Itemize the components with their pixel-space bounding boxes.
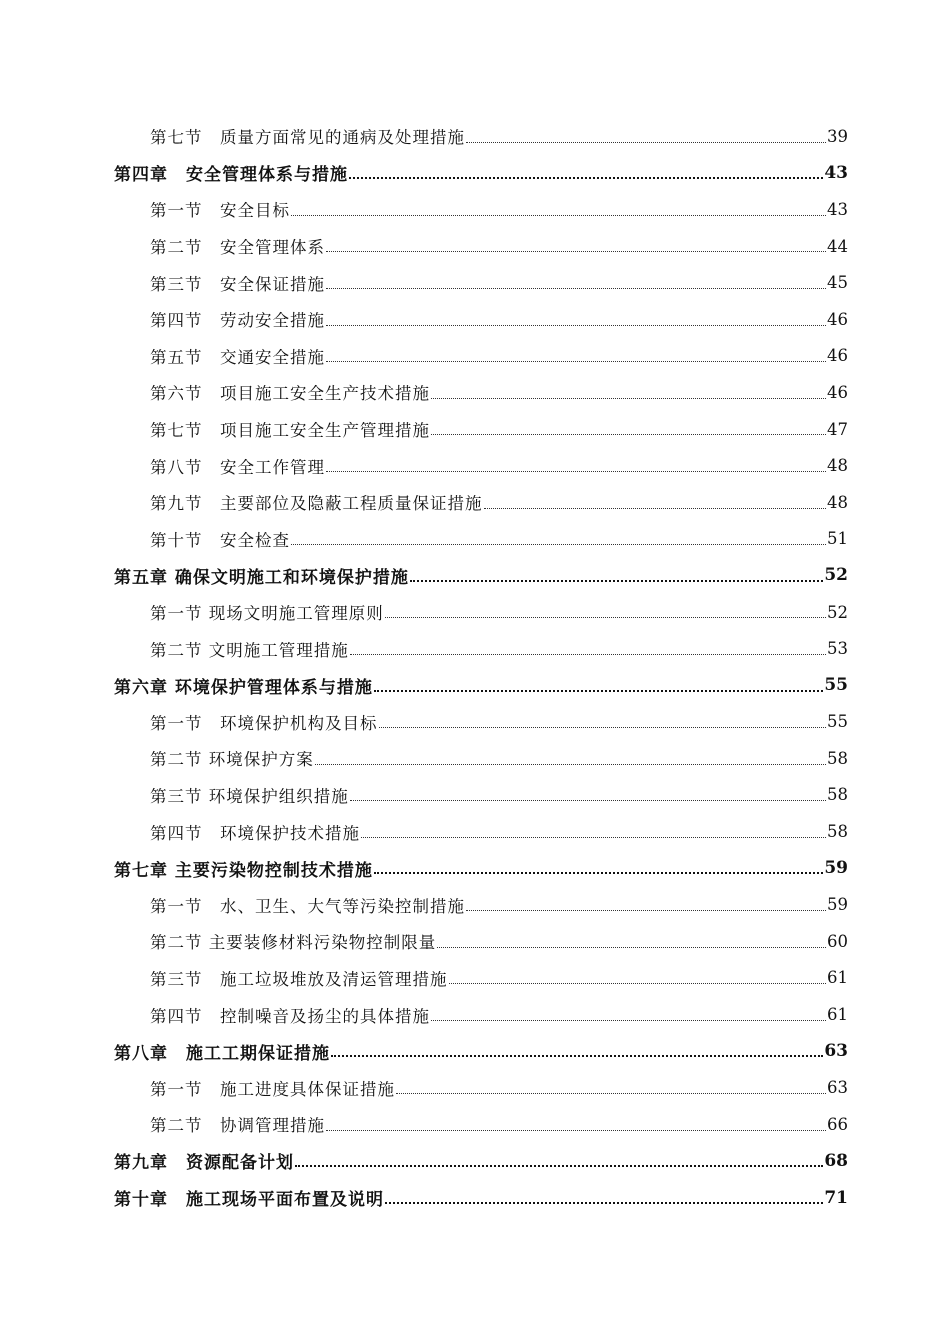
toc-section-entry[interactable] (0, 411, 950, 448)
toc-entry-title: 第十章 施工现场平面布置及说明 (114, 1190, 384, 1211)
toc-page-number: 46 (827, 382, 848, 402)
toc-page-number: 59 (824, 858, 848, 879)
toc-section-entry[interactable] (0, 191, 950, 228)
toc-page-number: 46 (827, 346, 848, 366)
toc-page-number: 51 (827, 529, 848, 549)
toc-entry-title: 第五节 交通安全措施 (150, 347, 325, 367)
toc-page-number: 45 (827, 273, 848, 293)
toc-page-number: 63 (824, 1041, 848, 1062)
toc-section-entry[interactable] (0, 1106, 950, 1143)
toc-chapter-entry[interactable] (0, 557, 950, 594)
toc-entry-title: 第二节 文明施工管理措施 (150, 640, 349, 660)
dot-leader (291, 214, 826, 216)
toc-section-entry[interactable] (0, 704, 950, 741)
toc-page-number: 61 (827, 968, 848, 988)
toc-entry-title: 第四节 控制噪音及扬尘的具体措施 (150, 1006, 430, 1026)
toc-section-entry[interactable] (0, 777, 950, 814)
dot-leader (291, 543, 826, 545)
dot-leader (350, 653, 826, 655)
table-of-contents (0, 118, 950, 1216)
toc-section-entry[interactable] (0, 886, 950, 923)
toc-section-entry[interactable] (0, 740, 950, 777)
toc-entry-title: 第三节 安全保证措施 (150, 274, 325, 294)
toc-chapter-entry[interactable] (0, 667, 950, 704)
toc-page-number: 66 (827, 1114, 848, 1134)
dot-leader (331, 1054, 823, 1057)
toc-page-number: 58 (827, 785, 848, 805)
toc-entry-title: 第九节 主要部位及隐蔽工程质量保证措施 (150, 494, 483, 514)
dot-leader (295, 1164, 823, 1167)
toc-page-number: 43 (827, 199, 848, 219)
toc-entry-title: 第一节 水、卫生、大气等污染控制措施 (150, 896, 465, 916)
toc-page-number: 59 (827, 895, 848, 915)
toc-section-entry[interactable] (0, 264, 950, 301)
dot-leader (466, 909, 826, 911)
dot-leader (326, 1129, 826, 1131)
toc-entry-title: 第六节 项目施工安全生产技术措施 (150, 384, 430, 404)
toc-section-entry[interactable] (0, 228, 950, 265)
dot-leader (350, 799, 826, 801)
dot-leader (466, 141, 826, 143)
toc-page-number: 46 (827, 309, 848, 329)
toc-entry-title: 第七章 主要污染物控制技术措施 (114, 860, 373, 881)
toc-section-entry[interactable] (0, 521, 950, 558)
toc-entry-title: 第十节 安全检查 (150, 530, 290, 550)
toc-chapter-entry[interactable] (0, 155, 950, 192)
dot-leader (484, 507, 827, 509)
dot-leader (449, 982, 827, 984)
toc-page-number: 71 (824, 1187, 848, 1208)
toc-chapter-entry[interactable] (0, 1033, 950, 1070)
toc-entry-title: 第八章 施工工期保证措施 (114, 1043, 330, 1064)
toc-page-number: 61 (827, 1005, 848, 1025)
toc-page-number: 48 (827, 456, 848, 476)
toc-chapter-entry[interactable] (0, 1179, 950, 1216)
toc-section-entry[interactable] (0, 996, 950, 1033)
toc-page-number: 55 (827, 712, 848, 732)
toc-entry-title: 第二节 环境保护方案 (150, 750, 314, 770)
toc-page-number: 52 (824, 565, 848, 586)
toc-entry-title: 第三节 施工垃圾堆放及清运管理措施 (150, 969, 448, 989)
toc-entry-title: 第六章 环境保护管理体系与措施 (114, 677, 373, 698)
toc-entry-title: 第二节 安全管理体系 (150, 238, 325, 258)
dot-leader (385, 616, 826, 618)
toc-entry-title: 第九章 资源配备计划 (114, 1153, 294, 1174)
toc-entry-title: 第五章 确保文明施工和环境保护措施 (114, 567, 409, 588)
toc-section-entry[interactable] (0, 484, 950, 521)
toc-chapter-entry[interactable] (0, 850, 950, 887)
toc-section-entry[interactable] (0, 447, 950, 484)
toc-section-entry[interactable] (0, 630, 950, 667)
dot-leader (326, 470, 826, 472)
toc-chapter-entry[interactable] (0, 1143, 950, 1180)
toc-section-entry[interactable] (0, 594, 950, 631)
toc-page-number: 47 (827, 419, 848, 439)
toc-entry-title: 第一节 现场文明施工管理原则 (150, 604, 384, 624)
toc-section-entry[interactable] (0, 813, 950, 850)
toc-page-number: 48 (827, 492, 848, 512)
toc-entry-title: 第七节 质量方面常见的通病及处理措施 (150, 128, 465, 148)
dot-leader (431, 1019, 826, 1021)
dot-leader (315, 763, 826, 765)
toc-entry-title: 第二节 协调管理措施 (150, 1116, 325, 1136)
dot-leader (361, 836, 826, 838)
toc-page-number: 44 (827, 236, 848, 256)
toc-entry-title: 第八节 安全工作管理 (150, 457, 325, 477)
toc-page-number: 63 (827, 1078, 848, 1098)
dot-leader (326, 360, 826, 362)
dot-leader (379, 726, 827, 728)
toc-entry-title: 第四节 劳动安全措施 (150, 311, 325, 331)
toc-page-number: 60 (827, 931, 848, 951)
toc-section-entry[interactable] (0, 338, 950, 375)
toc-entry-title: 第四章 安全管理体系与措施 (114, 165, 348, 186)
toc-page-number: 58 (827, 822, 848, 842)
toc-page-number: 53 (827, 639, 848, 659)
toc-section-entry[interactable] (0, 301, 950, 338)
toc-section-entry[interactable] (0, 1069, 950, 1106)
dot-leader (349, 176, 823, 179)
dot-leader (431, 433, 826, 435)
toc-entry-title: 第四节 环境保护技术措施 (150, 823, 360, 843)
toc-entry-title: 第一节 施工进度具体保证措施 (150, 1079, 395, 1099)
toc-entry-title: 第七节 项目施工安全生产管理措施 (150, 421, 430, 441)
toc-section-entry[interactable] (0, 923, 950, 960)
toc-entry-title: 第三节 环境保护组织措施 (150, 786, 349, 806)
toc-page-number: 68 (824, 1150, 848, 1171)
toc-page-number: 55 (824, 675, 848, 696)
dot-leader (431, 397, 826, 399)
toc-entry-title: 第二节 主要装修材料污染物控制限量 (150, 933, 437, 953)
toc-section-entry[interactable] (0, 960, 950, 997)
toc-page-number: 39 (827, 126, 848, 146)
dot-leader (374, 871, 823, 874)
toc-section-entry[interactable] (0, 118, 950, 155)
toc-entry-title: 第一节 安全目标 (150, 201, 290, 221)
dot-leader (385, 1201, 823, 1204)
dot-leader (410, 579, 823, 582)
toc-page-number: 52 (827, 602, 848, 622)
dot-leader (326, 324, 826, 326)
dot-leader (437, 946, 826, 948)
toc-page-number: 43 (824, 162, 848, 183)
toc-page-number: 58 (827, 748, 848, 768)
dot-leader (326, 250, 826, 252)
dot-leader (326, 287, 826, 289)
toc-entry-title: 第一节 环境保护机构及目标 (150, 713, 378, 733)
dot-leader (374, 689, 823, 692)
dot-leader (396, 1092, 826, 1094)
toc-section-entry[interactable] (0, 374, 950, 411)
